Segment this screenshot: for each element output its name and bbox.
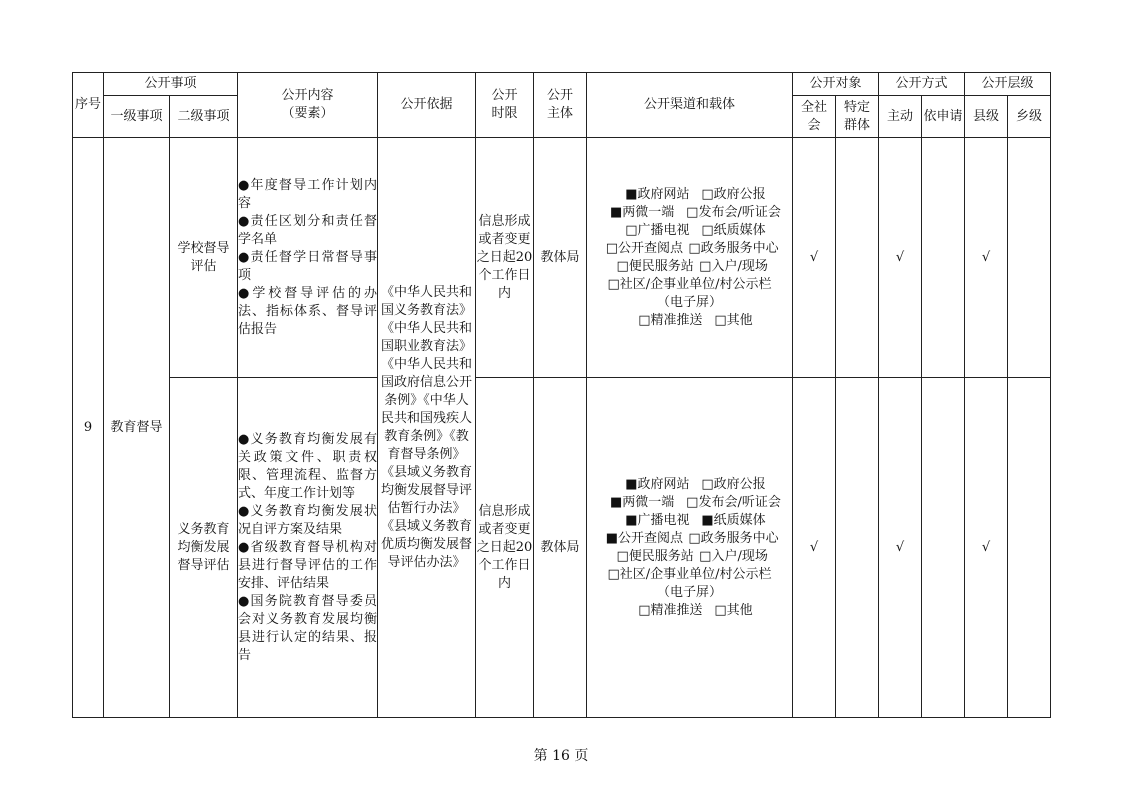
header-level1: 一级事项 (104, 96, 170, 138)
row-level1: 教育督导 (104, 138, 170, 718)
channel-option: □入户/现场 (699, 548, 768, 564)
item-2-level-county: √ (965, 378, 1008, 718)
channel-row (587, 222, 792, 240)
header-level2: 二级事项 (170, 96, 238, 138)
channel-option: □入户/现场 (699, 258, 768, 274)
header-basis: 公开依据 (378, 73, 476, 138)
item-2-method-apply (922, 378, 965, 718)
content-list (238, 431, 377, 665)
item-1-subject: 教体局 (534, 138, 587, 378)
channel-list (587, 186, 792, 330)
item-1-time-limit: 信息形成或者变更之日起20个工作日内 (476, 138, 534, 378)
channel-option: （电子屏） (657, 294, 723, 310)
header-method-active: 主动 (879, 96, 922, 138)
channel-option: □便民服务站 (616, 258, 694, 274)
channel-row (587, 584, 792, 602)
page-number: 第 16 页 (533, 748, 589, 764)
header-method-group: 公开方式 (879, 73, 965, 96)
channel-row (587, 186, 792, 204)
channel-row (587, 512, 792, 530)
channel-row (587, 494, 792, 512)
channel-row (587, 204, 792, 222)
header-content (238, 73, 378, 138)
item-2-target-all: √ (793, 378, 836, 718)
item-1-level-county: √ (965, 138, 1008, 378)
item-2-level-township (1008, 378, 1051, 718)
item-1-method-apply (922, 138, 965, 378)
content-item: ●责任督学日常督导事项 (238, 249, 378, 283)
channel-option: □精准推送 (638, 312, 703, 328)
header-matter-group: 公开事项 (104, 73, 238, 96)
header-split-text: 公开 主体 (547, 88, 574, 121)
channel-option: □纸质媒体 (701, 222, 766, 238)
content-item: ●义务教育均衡发展状况自评方案及结果 (238, 503, 378, 537)
row-seq: 9 (73, 138, 104, 718)
header-content-text: 公开内容 （要素） (281, 88, 334, 121)
channel-row (587, 602, 792, 620)
header-target-group: 公开对象 (793, 73, 879, 96)
content-item: ●学校督导评估的办法、指标体系、督导评估报告 (238, 285, 378, 337)
item-1-target-all: √ (793, 138, 836, 378)
channel-option: ■广播电视 (625, 512, 690, 528)
header-method-apply: 依申请 (922, 96, 965, 138)
channel-option: □社区/企事业单位/村公示栏 (607, 276, 772, 292)
content-item: ●省级教育督导机构对县进行督导评估的工作安排、评估结果 (238, 539, 378, 591)
level2-label: 义务教育均衡发展督导评估 (177, 521, 230, 573)
item-1-content (238, 138, 378, 378)
channel-option: □精准推送 (638, 602, 703, 618)
item-2-level2 (170, 378, 238, 718)
channel-option: □发布会/听证会 (686, 204, 781, 220)
content-item: ●义务教育均衡发展有关政策文件、职责权限、管理流程、监督方式、年度工作计划等 (238, 431, 378, 501)
channel-option: □发布会/听证会 (686, 494, 781, 510)
item-2-content (238, 378, 378, 718)
channel-option: ■两微一端 (610, 204, 675, 220)
channel-row (587, 548, 792, 566)
header-split-text: 公开 时限 (491, 88, 518, 121)
channel-row (587, 276, 792, 294)
item-1-level2 (170, 138, 238, 378)
channel-option: □政府公报 (701, 186, 766, 202)
channel-row (587, 258, 792, 276)
channel-option: ■纸质媒体 (701, 512, 766, 528)
channel-option: □政府公报 (701, 476, 766, 492)
channel-option: □公开查阅点 (605, 240, 683, 256)
channel-option: □政务服务中心 (688, 240, 779, 256)
header-level-county: 县级 (965, 96, 1008, 138)
item-2-channels (587, 378, 793, 718)
disclosure-table (72, 72, 1051, 718)
channel-row (587, 530, 792, 548)
content-item: ●年度督导工作计划内容 (238, 177, 378, 211)
channel-option: □其他 (714, 602, 753, 618)
item-1-channels (587, 138, 793, 378)
item-2-method-active: √ (879, 378, 922, 718)
channel-option: □广播电视 (625, 222, 690, 238)
level2-label: 学校督导评估 (177, 240, 230, 274)
header-split-text: 特定 群体 (844, 99, 871, 133)
item-1-target-specific (836, 138, 879, 378)
content-item: ●国务院教育督导委员会对义务教育发展均衡县进行认定的结果、报告 (238, 593, 378, 663)
channel-row (587, 312, 792, 330)
channel-option: □社区/企事业单位/村公示栏 (607, 566, 772, 582)
item-1-method-active: √ (879, 138, 922, 378)
channel-option: ■两微一端 (610, 494, 675, 510)
header-target-all (793, 96, 836, 138)
channel-option: ■公开查阅点 (605, 530, 683, 546)
header-level-township: 乡级 (1008, 96, 1051, 138)
content-item: ●责任区划分和责任督学名单 (238, 213, 378, 247)
channel-row (587, 476, 792, 494)
channel-option: （电子屏） (657, 584, 723, 600)
item-1-level-township (1008, 138, 1051, 378)
header-target-specific (836, 96, 879, 138)
item-2-subject: 教体局 (534, 378, 587, 718)
header-channels: 公开渠道和载体 (587, 73, 793, 138)
header-split-text: 全社 会 (801, 99, 828, 133)
channel-list (587, 476, 792, 620)
channel-option: ■政府网站 (625, 476, 690, 492)
header-seq: 序号 (73, 73, 104, 138)
header-level-group: 公开层级 (965, 73, 1051, 96)
channel-option: □便民服务站 (616, 548, 694, 564)
channel-option: □其他 (714, 312, 753, 328)
row-basis: 《中华人民共和国义务教育法》《中华人民共和国职业教育法》《中华人民共和国政府信息公开条例》《中华人民共和国残疾人教育条例》《教育督导条例》《县域义务教育均衡发展督导评估暂行办法》《县域义务教育优质均衡发展督导评估办法》 (378, 138, 476, 718)
channel-row (587, 240, 792, 258)
header-time-limit (476, 73, 534, 138)
channel-option: ■政府网站 (625, 186, 690, 202)
channel-option: □政务服务中心 (688, 530, 779, 546)
channel-row (587, 566, 792, 584)
item-2-time-limit: 信息形成或者变更之日起20个工作日内 (476, 378, 534, 718)
content-list (238, 177, 377, 339)
item-2-target-specific (836, 378, 879, 718)
channel-row (587, 294, 792, 312)
header-subject (534, 73, 587, 138)
